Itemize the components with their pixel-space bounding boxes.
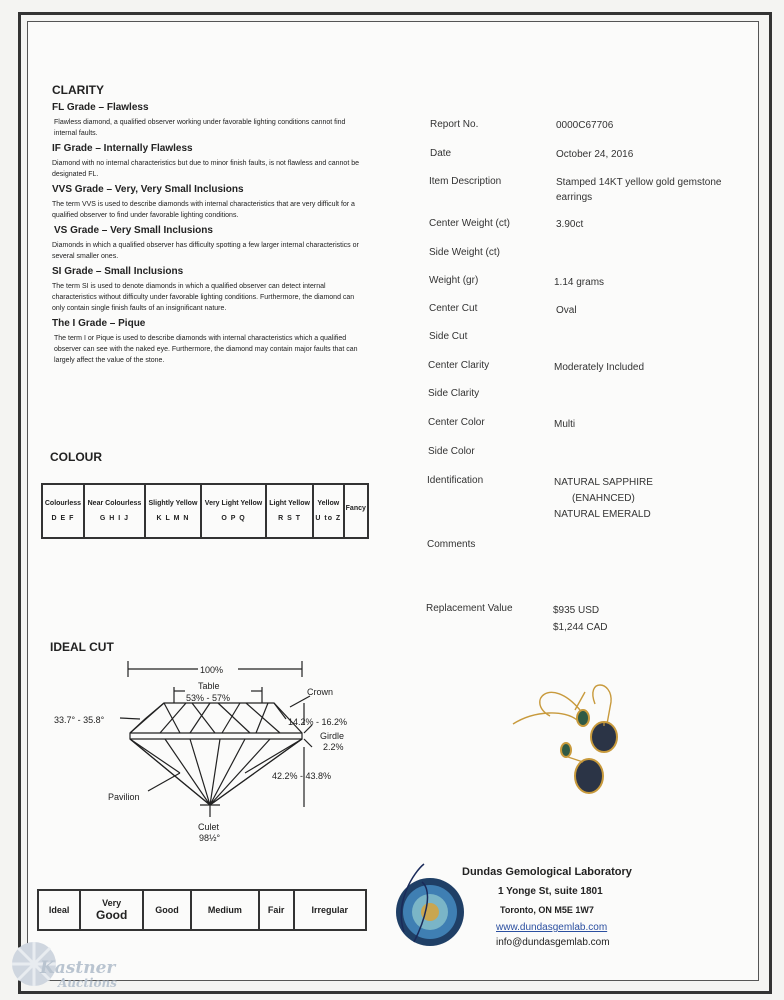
colour-heading: COLOUR <box>50 450 102 464</box>
field-value-weight: 1.14 grams <box>554 277 605 288</box>
girdle-value: 2.2% <box>323 742 344 752</box>
clarity-grade-desc: The term I or Pique is used to describe diamonds with internal characteristics which a qualified observer can see with the naked eye. Furthermore, the diamond may contain major faults that can largely affect the value of the stone. <box>54 335 358 364</box>
field-label-replacement-value: Replacement Value <box>426 603 513 614</box>
colour-cell-grades: R S T <box>278 515 302 522</box>
cut-cell-fair <box>259 890 294 930</box>
diamond-proportions-diagram <box>40 655 380 845</box>
field-value-center-clarity: Moderately Included <box>554 362 645 373</box>
girdle-label: Girdle <box>320 731 345 741</box>
identification-line: NATURAL SAPPHIRE <box>554 477 653 488</box>
field-label-center-weight: Center Weight (ct) <box>429 218 510 229</box>
cut-grade-table <box>37 889 367 931</box>
colour-cell <box>313 484 344 538</box>
watermark-sub: Auctions <box>58 976 117 990</box>
clarity-grade-title: FL Grade – Flawless <box>52 102 149 113</box>
total-width-label: 100% <box>200 665 224 675</box>
crown-height-range: 14.2% - 16.2% <box>288 717 348 727</box>
pavilion-depth-range: 42.2% - 43.8% <box>272 771 332 781</box>
field-label-date: Date <box>430 148 452 159</box>
cut-cell-label-large: Good <box>96 908 128 922</box>
field-label-side-color: Side Color <box>428 446 475 457</box>
field-label-center-color: Center Color <box>428 417 485 428</box>
lab-name: Dundas Gemological Laboratory <box>462 866 632 878</box>
colour-cell-grades: K L M N <box>156 515 190 522</box>
table-range: 53% - 57% <box>186 693 231 703</box>
identification-line: NATURAL EMERALD <box>554 509 651 520</box>
earrings-photo <box>505 680 645 810</box>
field-label-comments: Comments <box>427 539 476 550</box>
field-label-side-cut: Side Cut <box>429 331 468 342</box>
field-value-report-no: 0000C67706 <box>556 120 614 131</box>
clarity-grade-desc: Diamond with no internal characteristics but due to minor finish faults, is not flawless and cannot be designated FL. <box>52 160 359 178</box>
field-value-center-cut: Oval <box>556 305 577 316</box>
pavilion-label: Pavilion <box>108 792 140 802</box>
colour-cell <box>344 484 368 538</box>
clarity-grade-desc: Flawless diamond, a qualified observer working under favorable lighting conditions cannot find internal faults. <box>54 119 346 137</box>
clarity-grade-desc: Diamonds in which a qualified observer has difficulty spotting a few larger internal characteristics or several smaller ones. <box>52 242 359 260</box>
colour-cell-grades: O P Q <box>221 515 246 522</box>
culet-label: Culet <box>198 822 220 832</box>
table-label: Table <box>198 681 220 691</box>
cut-cell-label: Very <box>102 898 122 908</box>
colour-cell-label: Very Light Yellow <box>204 500 263 507</box>
colour-cell <box>201 484 266 538</box>
colour-cell-label: Near Colourless <box>87 500 142 507</box>
cut-cell-irregular <box>294 890 366 930</box>
kastner-watermark-logo <box>6 928 116 992</box>
colour-cell-label: Fancy <box>345 504 366 512</box>
field-value-item-description: Stamped 14KT yellow gold gemstone earrings <box>556 177 722 203</box>
crown-angle-range: 33.7° - 35.8° <box>54 715 105 725</box>
colour-grade-table <box>41 483 369 539</box>
clarity-grade-title: The I Grade – Pique <box>52 318 146 329</box>
colour-cell <box>84 484 145 538</box>
field-value-center-weight: 3.90ct <box>556 219 584 230</box>
identification-line: (ENAHNCED) <box>572 493 635 504</box>
lab-email-link[interactable]: info@dundasgemlab.com <box>496 937 610 948</box>
lab-address-line1: 1 Yonge St, suite 1801 <box>498 886 603 897</box>
watermark-name: Kastner <box>40 958 116 978</box>
cut-cell-label: Medium <box>207 905 242 915</box>
clarity-heading: CLARITY <box>52 83 104 97</box>
cut-cell-label: Ideal <box>48 905 70 915</box>
cut-cell-label: Good <box>155 905 179 915</box>
lab-website-link[interactable]: www.dundasgemlab.com <box>496 922 608 933</box>
field-label-weight: Weight (gr) <box>429 275 479 286</box>
replacement-cad: $1,244 CAD <box>553 622 608 633</box>
field-label-center-clarity: Center Clarity <box>428 360 490 371</box>
crown-label: Crown <box>307 687 334 697</box>
colour-cell-grades: G H I J <box>99 515 130 522</box>
cut-cell-medium <box>191 890 259 930</box>
cut-cell-good <box>143 890 191 930</box>
clarity-grade-title: IF Grade – Internally Flawless <box>52 143 193 154</box>
colour-cell-grades: D E F <box>51 515 75 522</box>
clarity-grade-title: VS Grade – Very Small Inclusions <box>54 225 213 236</box>
colour-cell <box>145 484 201 538</box>
colour-cell-label: Light Yellow <box>269 500 310 507</box>
ideal-cut-heading: IDEAL CUT <box>50 640 114 654</box>
field-label-side-clarity: Side Clarity <box>428 388 480 399</box>
colour-cell-label: Colourless <box>44 500 82 507</box>
cut-cell-label: Fair <box>267 905 285 915</box>
replacement-usd: $935 USD <box>553 605 600 616</box>
colour-cell <box>42 484 84 538</box>
cut-cell-label: Irregular <box>311 905 349 915</box>
cut-cell-ideal <box>38 890 80 930</box>
colour-cell <box>266 484 313 538</box>
clarity-grade-desc: The term SI is used to denote diamonds in which a qualified observer can detect internal characteristics without difficulty under favorable lighting conditions. Furthermore, the diamond can only contain single finish faults of an insignificant nature. <box>52 283 355 312</box>
colour-cell-label: Yellow <box>317 500 340 507</box>
culet-value: 98½° <box>199 833 221 843</box>
field-value-date: October 24, 2016 <box>556 149 634 160</box>
field-label-identification: Identification <box>427 475 484 486</box>
lab-address-line2: Toronto, ON M5E 1W7 <box>500 905 594 915</box>
colour-cell-label: Slightly Yellow <box>148 500 198 507</box>
field-value-center-color: Multi <box>554 419 576 430</box>
field-label-report-no: Report No. <box>430 119 479 130</box>
field-label-center-cut: Center Cut <box>429 303 478 314</box>
clarity-grade-title: SI Grade – Small Inclusions <box>52 266 184 277</box>
cut-cell-very-good <box>80 890 143 930</box>
colour-cell-grades: U to Z <box>315 515 342 522</box>
clarity-grade-title: VVS Grade – Very, Very Small Inclusions <box>52 184 244 195</box>
field-label-side-weight: Side Weight (ct) <box>429 247 500 258</box>
field-label-item-description: Item Description <box>429 176 502 187</box>
clarity-grade-desc: The term VVS is used to describe diamonds with internal characteristics that are very difficult for a qualified observer to find under favorable lighting conditions. <box>52 201 355 219</box>
